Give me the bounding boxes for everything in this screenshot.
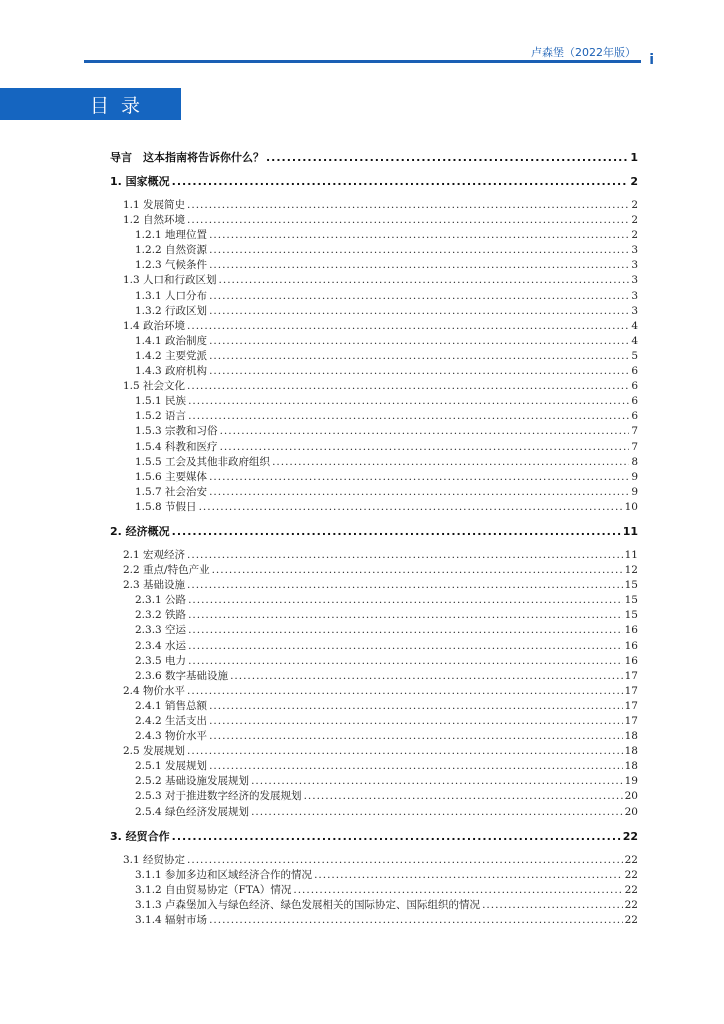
toc-entry-label: 导言 这本指南将告诉你什么？	[110, 151, 264, 164]
toc-leader-dots	[212, 564, 623, 576]
toc-entry-page: 22	[624, 898, 638, 911]
running-header: 卢森堡（2022年版）	[531, 46, 636, 59]
toc-entry-page: 16	[624, 624, 638, 637]
toc-entry-label: 1.5.7 社会治安	[135, 485, 208, 498]
toc-leader-dots	[209, 365, 629, 377]
toc-leader-dots	[187, 745, 623, 757]
toc-entry[interactable]	[110, 303, 638, 318]
toc-entry-label: 2.1 宏观经济	[123, 548, 186, 561]
toc-leader-dots	[219, 274, 630, 286]
toc-leader-dots	[209, 760, 623, 772]
toc-leader-dots	[209, 305, 629, 317]
toc-leader-dots	[187, 685, 623, 697]
toc-entry[interactable]	[110, 197, 638, 212]
toc-entry-label: 1.5.4 科教和医疗	[135, 440, 218, 453]
toc-entry[interactable]	[110, 499, 638, 514]
toc-entry-page: 19	[624, 775, 638, 788]
toc-leader-dots	[209, 244, 629, 256]
toc-leader-dots	[199, 501, 623, 513]
page-number: i	[649, 52, 654, 68]
toc-entry-label: 2.4.3 物价水平	[135, 730, 208, 743]
toc-entry-label: 1. 国家概况	[110, 175, 170, 188]
toc-leader-dots	[209, 290, 629, 302]
toc-entry-page: 2	[631, 214, 638, 227]
toc-entry-label: 1.5.8 节假日	[135, 500, 197, 513]
toc-entry-label: 1.3 人口和行政区划	[123, 274, 217, 287]
toc-entry-label: 2.5.1 发展规划	[135, 760, 208, 773]
toc-leader-dots	[209, 715, 623, 727]
toc-entry-label: 2.3.3 空运	[135, 624, 187, 637]
toc-entry-label: 3. 经贸合作	[110, 829, 170, 843]
toc-entry-label: 3.1 经贸协定	[123, 853, 186, 866]
toc-entry-page: 2	[631, 229, 638, 242]
toc-entry-label: 2.3.6 数字基础设施	[135, 669, 229, 682]
toc-entry[interactable]	[110, 592, 638, 607]
toc-entry-page: 20	[624, 805, 638, 818]
toc-entry-label: 3.1.4 辐射市场	[135, 914, 208, 927]
toc-entry[interactable]	[110, 867, 638, 882]
toc-entry[interactable]	[110, 333, 638, 348]
toc-entry[interactable]	[110, 227, 638, 242]
toc-entry[interactable]	[110, 484, 638, 499]
toc-entry[interactable]	[110, 912, 638, 927]
toc-entry-label: 1.2.3 气候条件	[135, 259, 208, 272]
toc-entry[interactable]	[110, 882, 638, 897]
toc-entry-page: 22	[624, 868, 638, 881]
toc-leader-dots	[482, 899, 623, 911]
toc-entry[interactable]	[110, 622, 638, 637]
toc-entry[interactable]	[110, 728, 638, 743]
toc-leader-dots	[220, 425, 630, 437]
toc-entry-label: 1.1 发展简史	[123, 199, 186, 211]
toc-entry-label: 1.3.2 行政区划	[135, 304, 208, 317]
toc-entry-page: 9	[631, 470, 638, 483]
table-of-contents	[110, 149, 638, 927]
toc-entry-label: 3.1.3 卢森堡加入与绿色经济、绿色发展相关的国际协定、国际组织的情况	[135, 898, 481, 911]
toc-leader-dots	[188, 410, 629, 422]
toc-entry-page: 16	[624, 639, 638, 652]
toc-entry-label: 1.2.2 自然资源	[135, 244, 208, 257]
toc-entry-page: 18	[624, 730, 638, 743]
toc-entry-page: 6	[631, 380, 638, 393]
toc-entry[interactable]	[110, 173, 638, 189]
toc-leader-dots	[172, 525, 621, 538]
toc-entry-page: 22	[624, 853, 638, 866]
toc-entry[interactable]	[110, 454, 638, 469]
toc-leader-dots	[230, 670, 623, 682]
toc-entry-label: 2.4.1 销售总额	[135, 699, 208, 712]
toc-entry-label: 2.2 重点/特色产业	[123, 564, 210, 577]
toc-entry-page: 22	[624, 914, 638, 927]
toc-entry-page: 6	[631, 410, 638, 423]
toc-entry-page: 1	[630, 151, 638, 164]
toc-entry[interactable]	[110, 607, 638, 622]
toc-leader-dots	[188, 594, 623, 606]
toc-entry-label: 2.5 发展规划	[123, 745, 186, 758]
toc-entry[interactable]	[110, 897, 638, 912]
toc-entry-label: 1.4.3 政府机构	[135, 365, 208, 378]
toc-leader-dots	[187, 199, 629, 211]
toc-entry-page: 15	[624, 594, 638, 607]
toc-entry[interactable]	[110, 804, 638, 819]
toc-entry-label: 2. 经济概况	[110, 524, 170, 538]
toc-entry-page: 7	[631, 425, 638, 438]
toc-entry-page: 22	[622, 829, 638, 843]
toc-leader-dots	[293, 884, 622, 896]
toc-entry-page: 4	[631, 334, 638, 347]
toc-entry[interactable]	[110, 577, 638, 592]
toc-leader-dots	[188, 624, 623, 636]
toc-leader-dots	[209, 730, 623, 742]
toc-entry-label: 3.1.1 参加多边和区域经济合作的情况	[135, 868, 313, 881]
toc-entry-label: 1.2.1 地理位置	[135, 229, 208, 242]
toc-entry[interactable]	[110, 698, 638, 713]
toc-entry-page: 18	[624, 760, 638, 773]
toc-entry-label: 2.4.2 生活支出	[135, 715, 208, 727]
toc-entry[interactable]	[110, 288, 638, 303]
toc-entry-label: 2.3.4 水运	[135, 639, 187, 652]
toc-leader-dots	[172, 175, 629, 188]
toc-entry-page: 4	[631, 319, 638, 332]
toc-entry-label: 1.5.3 宗教和习俗	[135, 425, 218, 438]
toc-leader-dots	[209, 471, 629, 483]
toc-leader-dots	[187, 320, 629, 332]
toc-entry-page: 3	[631, 304, 638, 317]
toc-entry-page: 5	[631, 349, 638, 362]
toc-entry-page: 6	[631, 365, 638, 378]
toc-entry[interactable]	[110, 378, 638, 393]
toc-entry[interactable]	[110, 149, 638, 165]
toc-entry[interactable]	[110, 713, 638, 728]
toc-entry-label: 1.2 自然环境	[123, 214, 186, 227]
toc-entry-label: 1.4 政治环境	[123, 319, 186, 332]
toc-entry-label: 3.1.2 自由贸易协定（FTA）情况	[135, 883, 292, 896]
toc-leader-dots	[251, 775, 623, 787]
toc-entry[interactable]	[110, 348, 638, 363]
toc-entry[interactable]	[110, 828, 638, 844]
toc-entry-label: 2.5.4 绿色经济发展规划	[135, 805, 250, 818]
toc-leader-dots	[187, 854, 623, 866]
toc-entry-label: 1.4.1 政治制度	[135, 334, 208, 347]
toc-entry-label: 2.3.1 公路	[135, 594, 187, 607]
toc-leader-dots	[209, 335, 629, 347]
toc-entry-label: 1.5.2 语言	[135, 410, 187, 423]
toc-entry-page: 3	[631, 244, 638, 257]
toc-entry-page: 18	[624, 745, 638, 758]
toc-entry-label: 2.4 物价水平	[123, 684, 186, 697]
toc-entry[interactable]	[110, 547, 638, 562]
toc-entry-page: 20	[624, 790, 638, 803]
toc-entry-label: 2.3.2 铁路	[135, 609, 187, 622]
toc-leader-dots	[187, 549, 623, 561]
toc-entry[interactable]	[110, 773, 638, 788]
toc-entry[interactable]	[110, 562, 638, 577]
toc-entry[interactable]	[110, 439, 638, 454]
toc-entry-page: 3	[631, 259, 638, 272]
toc-entry-label: 2.3.5 电力	[135, 654, 187, 667]
toc-leader-dots	[266, 151, 628, 164]
toc-entry-label: 1.3.1 人口分布	[135, 289, 208, 302]
toc-entry[interactable]	[110, 668, 638, 683]
toc-entry-page: 2	[631, 199, 638, 211]
toc-leader-dots	[188, 655, 623, 667]
toc-entry-page: 9	[631, 485, 638, 498]
toc-entry[interactable]	[110, 469, 638, 484]
toc-leader-dots	[209, 229, 629, 241]
toc-leader-dots	[209, 486, 629, 498]
toc-entry[interactable]	[110, 852, 638, 867]
toc-entry[interactable]	[110, 638, 638, 653]
toc-entry-label: 1.5.6 主要媒体	[135, 470, 208, 483]
toc-entry-label: 1.5.5 工会及其他非政府组织	[135, 455, 271, 468]
toc-leader-dots	[188, 395, 629, 407]
toc-leader-dots	[188, 640, 623, 652]
toc-entry-page: 6	[631, 395, 638, 408]
toc-leader-dots	[187, 214, 629, 226]
toc-entry-page: 12	[624, 564, 638, 577]
header-rule	[84, 60, 641, 63]
toc-entry[interactable]	[110, 272, 638, 287]
toc-entry-label: 2.3 基础设施	[123, 579, 186, 592]
toc-entry-page: 8	[631, 455, 638, 468]
toc-entry-page: 17	[624, 669, 638, 682]
toc-leader-dots	[188, 609, 623, 621]
toc-entry-page: 3	[631, 274, 638, 287]
toc-leader-dots	[220, 441, 630, 453]
toc-entry[interactable]	[110, 318, 638, 333]
toc-entry[interactable]	[110, 393, 638, 408]
toc-entry-label: 2.5.3 对于推进数字经济的发展规划	[135, 790, 302, 803]
toc-entry-page: 15	[624, 609, 638, 622]
toc-entry-page: 17	[624, 699, 638, 712]
toc-entry[interactable]	[110, 257, 638, 272]
toc-leader-dots	[272, 456, 629, 468]
toc-entry-label: 1.5 社会文化	[123, 380, 186, 393]
toc-entry-page: 15	[624, 579, 638, 592]
toc-entry-page: 22	[624, 883, 638, 896]
toc-leader-dots	[304, 790, 623, 802]
toc-entry[interactable]	[110, 242, 638, 257]
toc-leader-dots	[209, 914, 623, 926]
toc-entry-page: 2	[630, 175, 638, 188]
toc-leader-dots	[314, 869, 623, 881]
toc-leader-dots	[251, 806, 623, 818]
toc-entry[interactable]	[110, 423, 638, 438]
page-title: 目录	[0, 88, 181, 120]
toc-entry[interactable]	[110, 363, 638, 378]
toc-entry-page: 10	[624, 500, 638, 513]
toc-leader-dots	[209, 700, 623, 712]
toc-leader-dots	[172, 830, 621, 843]
toc-entry-page: 11	[622, 524, 638, 538]
toc-entry[interactable]	[110, 212, 638, 227]
toc-leader-dots	[209, 350, 629, 362]
toc-entry-page: 7	[631, 440, 638, 453]
toc-entry[interactable]	[110, 788, 638, 803]
toc-entry-label: 1.5.1 民族	[135, 395, 187, 408]
toc-entry-label: 1.4.2 主要党派	[135, 349, 208, 362]
toc-entry[interactable]	[110, 758, 638, 773]
toc-leader-dots	[187, 380, 629, 392]
toc-entry[interactable]	[110, 408, 638, 423]
toc-entry[interactable]	[110, 683, 638, 698]
toc-entry[interactable]	[110, 653, 638, 668]
toc-entry-page: 3	[631, 289, 638, 302]
toc-entry-page: 11	[624, 548, 638, 561]
toc-entry[interactable]	[110, 743, 638, 758]
toc-entry-label: 2.5.2 基础设施发展规划	[135, 775, 250, 788]
toc-entry-page: 17	[624, 684, 638, 697]
toc-entry-page: 16	[624, 654, 638, 667]
toc-leader-dots	[187, 579, 623, 591]
toc-leader-dots	[209, 259, 629, 271]
toc-entry[interactable]	[110, 523, 638, 539]
toc-entry-page: 17	[624, 715, 638, 727]
